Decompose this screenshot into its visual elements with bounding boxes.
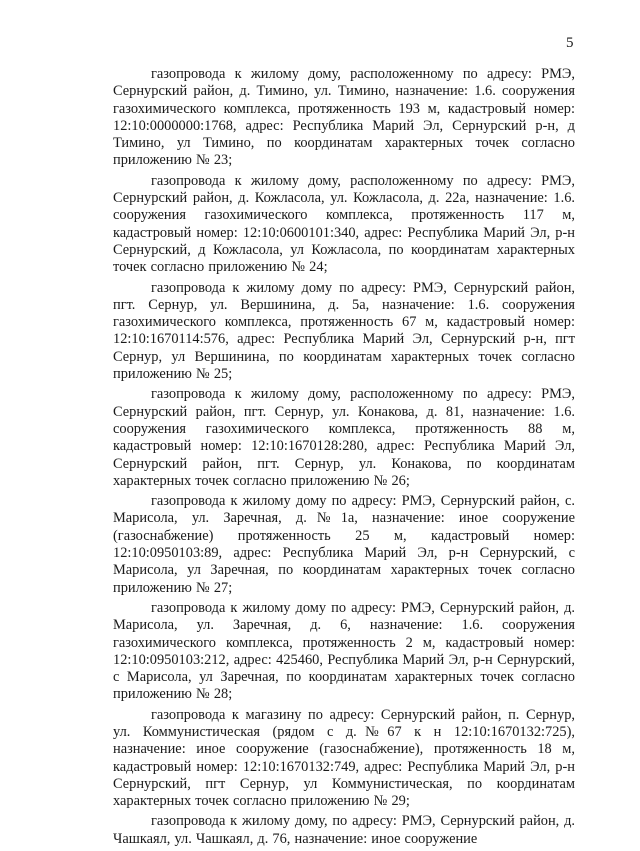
paragraph-object-29: газопровода к магазину по адресу: Сернурский район, п. Сернур, ул. Коммунистическая (рядом с д.№67 к н 12:10:1670132:725), назначение: иное сооружение (газоснабжение), протяженность 18 м, кадастровый номер: 12:10:1670132:749, адрес: Республика Марий Эл, р-н Сернурский, пгт Сернур, ул Коммунистическая, по координатам характерных точек согласно приложению № 29; <box>113 706 575 810</box>
paragraph-object-30: газопровода к жилому дому, по адресу: РМЭ, Сернурский район, д. Чашкаял, ул. Чашкаял, д. 76, назначение: иное сооружение <box>113 813 575 847</box>
document-body <box>113 66 575 851</box>
paragraph-object-25: газопровода к жилому дому по адресу: РМЭ, Сернурский район, пгт. Сернур, ул. Вершинина, д. 5а, назначение: 1.6. сооружения газохимического комплекса, протяженность 67 м, кадастровый номер: 12:10:1670114:576, адрес: Республика Марий Эл, Сернурский р-н, пгт Сернур, ул Вершинина, по координатам характерных точек согласно приложению № 25; <box>113 279 575 383</box>
paragraph-object-23: газопровода к жилому дому, расположенному по адресу: РМЭ, Сернурский район, д. Тимино, ул. Тимино, назначение: 1.6. сооружения газохимического комплекса, протяженность 193 м, кадастровый номер: 12:10:0000000:1768, адрес: Республика Марий Эл, Сернурский р-н, д Тимино, ул Тимино, по координатам характерных точек согласно приложению № 23; <box>113 66 575 169</box>
paragraph-object-26: газопровода к жилому дому, расположенному по адресу: РМЭ, Сернурский район, пгт. Сернур, ул. Конакова, д. 81, назначение: 1.6. сооружения газохимического комплекса, протяженность 88 м, кадастровый номер: 12:10:1670128:280, адрес: Республика Марий Эл, Сернурский район, пгт. Сернур, ул. Конакова, по координатам характерных точек согласно приложению № 26; <box>113 386 575 489</box>
paragraph-object-27: газопровода к жилому дому по адресу: РМЭ, Сернурский район, с. Марисола, ул. Заречная, д.№1а, назначение: иное сооружение (газоснабжение) протяженность 25 м, кадастровый номер: 12:10:0950103:89, адрес: Республика Марий Эл, р-н Сернурский, с Марисола, ул Заречная, по координатам характерных точек согласно приложению № 27; <box>113 493 575 596</box>
page-number: 5 <box>566 35 574 51</box>
paragraph-object-24: газопровода к жилому дому, расположенному по адресу: РМЭ, Сернурский район, д. Кожласола, ул. Кожласола, д. 22а, назначение: 1.6. сооружения газохимического комплекса, протяженность 117 м, кадастровый номер: 12:10:0600101:340, адрес: Республика Марий Эл, р-н Сернурский, д Кожласола, ул Кожласола, по координатам характерных точек согласно приложению № 24; <box>113 172 575 276</box>
paragraph-object-28: газопровода к жилому дому по адресу: РМЭ, Сернурский район, д. Марисола, ул. Заречная, д. 6, назначение: 1.6. сооружения газохимического комплекса, протяженность 2 м, кадастровый номер: 12:10:0950103:212, адрес: 425460, Республика Марий Эл, р-н Сернурский, с Марисола, ул Заречная, по координатам характерных точек согласно приложению № 28; <box>113 599 575 703</box>
